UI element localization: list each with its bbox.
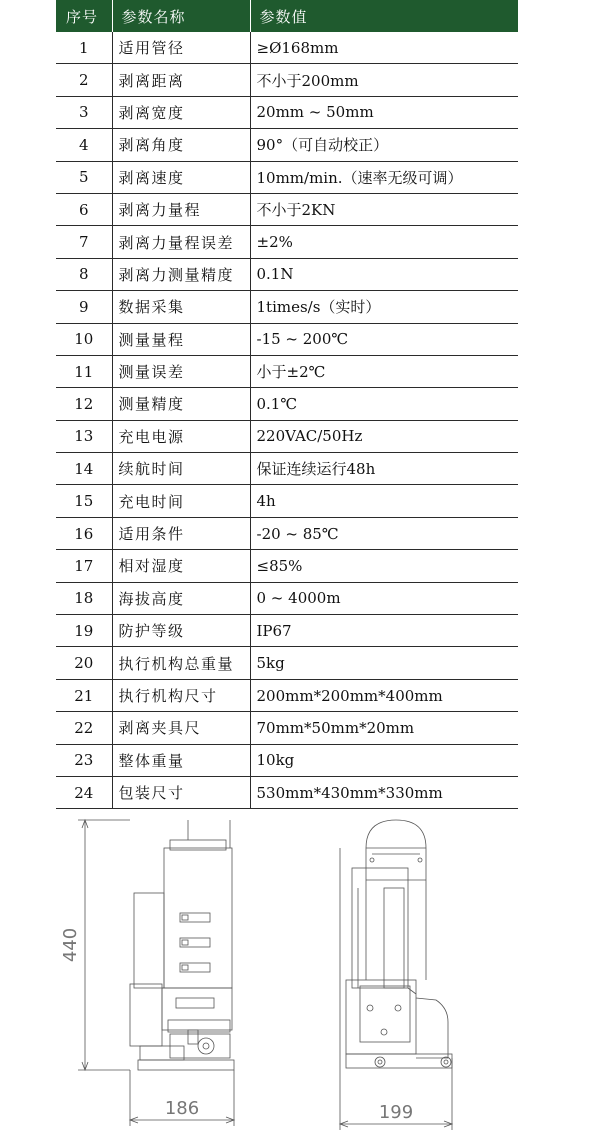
table-row: [56, 420, 518, 452]
table-row: [56, 517, 518, 549]
row-number: 11: [56, 355, 112, 387]
table-row: [56, 485, 518, 517]
table-row: [56, 550, 518, 582]
side-view-drawing: [340, 820, 452, 1130]
table-row: [56, 679, 518, 711]
param-value: 4h: [250, 485, 518, 517]
table-row: [56, 712, 518, 744]
param-name: 续航时间: [112, 453, 250, 485]
param-value: 0.1℃: [250, 388, 518, 420]
param-name: 测量误差: [112, 355, 250, 387]
table-row: [56, 355, 518, 387]
param-value: 小于±2℃: [250, 355, 518, 387]
param-value: 90°（可自动校正）: [250, 129, 518, 161]
param-name: 相对湿度: [112, 550, 250, 582]
param-value: IP67: [250, 615, 518, 647]
table-row: [56, 323, 518, 355]
row-number: 18: [56, 582, 112, 614]
table-row: [56, 388, 518, 420]
side-width-dim-label: 199: [378, 1102, 414, 1123]
row-number: 10: [56, 323, 112, 355]
row-number: 12: [56, 388, 112, 420]
param-name: 包装尺寸: [112, 776, 250, 808]
param-value: 10kg: [250, 744, 518, 776]
front-height-dim-label: 440: [60, 927, 81, 963]
param-value: 5kg: [250, 647, 518, 679]
param-name: 适用管径: [112, 32, 250, 64]
param-value: 10mm/min.（速率无级可调）: [250, 161, 518, 193]
param-name: 执行机构尺寸: [112, 679, 250, 711]
param-value: 200mm*200mm*400mm: [250, 679, 518, 711]
table-row: [56, 129, 518, 161]
param-name: 剥离角度: [112, 129, 250, 161]
param-name: 剥离宽度: [112, 96, 250, 128]
param-name: 剥离夹具尺: [112, 712, 250, 744]
table-row: [56, 291, 518, 323]
param-value: 70mm*50mm*20mm: [250, 712, 518, 744]
param-name: 剥离力量程误差: [112, 226, 250, 258]
row-number: 1: [56, 32, 112, 64]
table-row: [56, 582, 518, 614]
param-value: 220VAC/50Hz: [250, 420, 518, 452]
table-row: [56, 226, 518, 258]
table-row: [56, 744, 518, 776]
param-value: 20mm ~ 50mm: [250, 96, 518, 128]
row-number: 20: [56, 647, 112, 679]
param-name: 剥离力测量精度: [112, 258, 250, 290]
table-row: [56, 776, 518, 808]
row-number: 7: [56, 226, 112, 258]
spec-table: [56, 0, 518, 809]
param-value: 不小于200mm: [250, 64, 518, 96]
header-value: 参数值: [250, 0, 518, 32]
param-name: 数据采集: [112, 291, 250, 323]
row-number: 23: [56, 744, 112, 776]
row-number: 13: [56, 420, 112, 452]
param-name: 剥离力量程: [112, 193, 250, 225]
row-number: 4: [56, 129, 112, 161]
table-row: [56, 32, 518, 64]
row-number: 19: [56, 615, 112, 647]
param-value: -20 ~ 85℃: [250, 517, 518, 549]
row-number: 17: [56, 550, 112, 582]
param-name: 充电时间: [112, 485, 250, 517]
param-name: 适用条件: [112, 517, 250, 549]
param-value: ≥Ø168mm: [250, 32, 518, 64]
row-number: 22: [56, 712, 112, 744]
row-number: 15: [56, 485, 112, 517]
row-number: 21: [56, 679, 112, 711]
table-row: [56, 258, 518, 290]
table-row: [56, 615, 518, 647]
param-name: 执行机构总重量: [112, 647, 250, 679]
param-value: 保证连续运行48h: [250, 453, 518, 485]
param-value: -15 ~ 200℃: [250, 323, 518, 355]
header-no: 序号: [56, 0, 112, 32]
param-name: 剥离距离: [112, 64, 250, 96]
param-name: 测量量程: [112, 323, 250, 355]
table-row: [56, 96, 518, 128]
param-value: 1times/s（实时）: [250, 291, 518, 323]
param-value: ±2%: [250, 226, 518, 258]
table-row: [56, 193, 518, 225]
row-number: 14: [56, 453, 112, 485]
table-header-row: [56, 0, 518, 32]
table-row: [56, 161, 518, 193]
table-body: [56, 32, 518, 809]
param-value: 0 ~ 4000m: [250, 582, 518, 614]
row-number: 3: [56, 96, 112, 128]
row-number: 8: [56, 258, 112, 290]
param-name: 整体重量: [112, 744, 250, 776]
param-value: 不小于2KN: [250, 193, 518, 225]
table-row: [56, 64, 518, 96]
row-number: 5: [56, 161, 112, 193]
param-value: 530mm*430mm*330mm: [250, 776, 518, 808]
param-name: 剥离速度: [112, 161, 250, 193]
front-view-drawing: [78, 820, 234, 1126]
param-name: 海拔高度: [112, 582, 250, 614]
table-row: [56, 647, 518, 679]
row-number: 16: [56, 517, 112, 549]
param-value: 0.1N: [250, 258, 518, 290]
row-number: 9: [56, 291, 112, 323]
header-name: 参数名称: [112, 0, 250, 32]
row-number: 24: [56, 776, 112, 808]
technical-drawings: [0, 808, 604, 1133]
param-name: 测量精度: [112, 388, 250, 420]
param-name: 充电电源: [112, 420, 250, 452]
param-value: ≤85%: [250, 550, 518, 582]
front-width-dim-label: 186: [164, 1098, 200, 1119]
table-row: [56, 453, 518, 485]
param-name: 防护等级: [112, 615, 250, 647]
row-number: 2: [56, 64, 112, 96]
row-number: 6: [56, 193, 112, 225]
